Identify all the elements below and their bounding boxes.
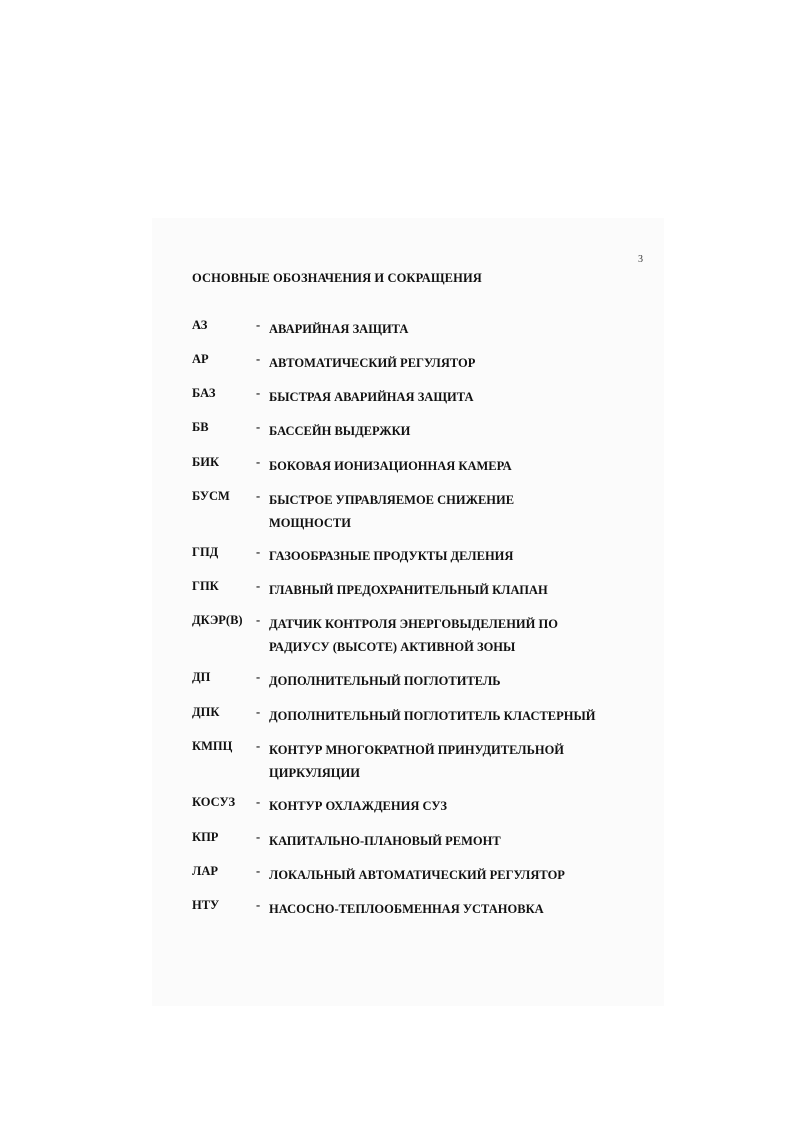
separator-dash: - (256, 489, 261, 503)
abbreviation: ГПД (192, 545, 219, 559)
definition: ГЛАВНЫЙ ПРЕДОХРАНИТЕЛЬНЫЙ КЛАПАН (269, 583, 548, 597)
definition: БАССЕЙН ВЫДЕРЖКИ (269, 424, 411, 438)
separator-dash: - (256, 613, 261, 627)
abbreviation: АЗ (192, 318, 208, 332)
separator-dash: - (256, 352, 261, 366)
definition: АВТОМАТИЧЕСКИЙ РЕГУЛЯТОР (269, 356, 476, 370)
definition: БОКОВАЯ ИОНИЗАЦИОННАЯ КАМЕРА (269, 459, 512, 473)
separator-dash: - (256, 830, 261, 844)
abbreviation: НТУ (192, 898, 220, 912)
abbreviation: ДПК (192, 705, 220, 719)
definition: ЛОКАЛЬНЫЙ АВТОМАТИЧЕСКИЙ РЕГУЛЯТОР (269, 868, 565, 882)
definition: КОНТУР МНОГОКРАТНОЙ ПРИНУДИТЕЛЬНОЙ ЦИРКУЛЯЦИИ (269, 743, 565, 780)
abbreviation: ДКЭР(В) (192, 613, 243, 627)
separator-dash: - (256, 545, 261, 559)
page-number: 3 (638, 254, 643, 265)
definition: ДАТЧИК КОНТРОЛЯ ЭНЕРГОВЫДЕЛЕНИЙ ПО РАДИУСУ (ВЫСОТЕ) АКТИВНОЙ ЗОНЫ (269, 617, 558, 654)
separator-dash: - (256, 739, 261, 753)
abbreviation: КМПЦ (192, 739, 233, 753)
definition: АВАРИЙНАЯ ЗАЩИТА (269, 322, 409, 336)
definition: КОНТУР ОХЛАЖДЕНИЯ СУЗ (269, 799, 447, 813)
abbreviation: КПР (192, 830, 219, 844)
definition: БЫСТРОЕ УПРАВЛЯЕМОЕ СНИЖЕНИЕ МОЩНОСТИ (269, 493, 515, 530)
separator-dash: - (256, 670, 261, 684)
abbreviation: ДП (192, 670, 211, 684)
definition: ДОПОЛНИТЕЛЬНЫЙ ПОГЛОТИТЕЛЬ КЛАСТЕРНЫЙ (269, 709, 596, 723)
separator-dash: - (256, 898, 261, 912)
definition: НАСОСНО-ТЕПЛООБМЕННАЯ УСТАНОВКА (269, 902, 544, 916)
abbreviation: ЛАР (192, 864, 218, 878)
separator-dash: - (256, 386, 261, 400)
definition: БЫСТРАЯ АВАРИЙНАЯ ЗАЩИТА (269, 390, 474, 404)
abbreviation: ГПК (192, 579, 219, 593)
separator-dash: - (256, 420, 261, 434)
abbreviation: КОСУЗ (192, 795, 236, 809)
separator-dash: - (256, 455, 261, 469)
abbreviation: АР (192, 352, 209, 366)
abbreviation: БИК (192, 455, 220, 469)
abbreviation: БАЗ (192, 386, 216, 400)
separator-dash: - (256, 795, 261, 809)
abbreviation: БВ (192, 420, 209, 434)
separator-dash: - (256, 579, 261, 593)
definition: КАПИТАЛЬНО-ПЛАНОВЫЙ РЕМОНТ (269, 834, 501, 848)
abbreviation: БУСМ (192, 489, 230, 503)
definition: ДОПОЛНИТЕЛЬНЫЙ ПОГЛОТИТЕЛЬ (269, 674, 501, 688)
page-title: ОСНОВНЫЕ ОБОЗНАЧЕНИЯ И СОКРАЩЕНИЯ (192, 271, 482, 285)
separator-dash: - (256, 705, 261, 719)
definition: ГАЗООБРАЗНЫЕ ПРОДУКТЫ ДЕЛЕНИЯ (269, 549, 514, 563)
separator-dash: - (256, 318, 261, 332)
separator-dash: - (256, 864, 261, 878)
